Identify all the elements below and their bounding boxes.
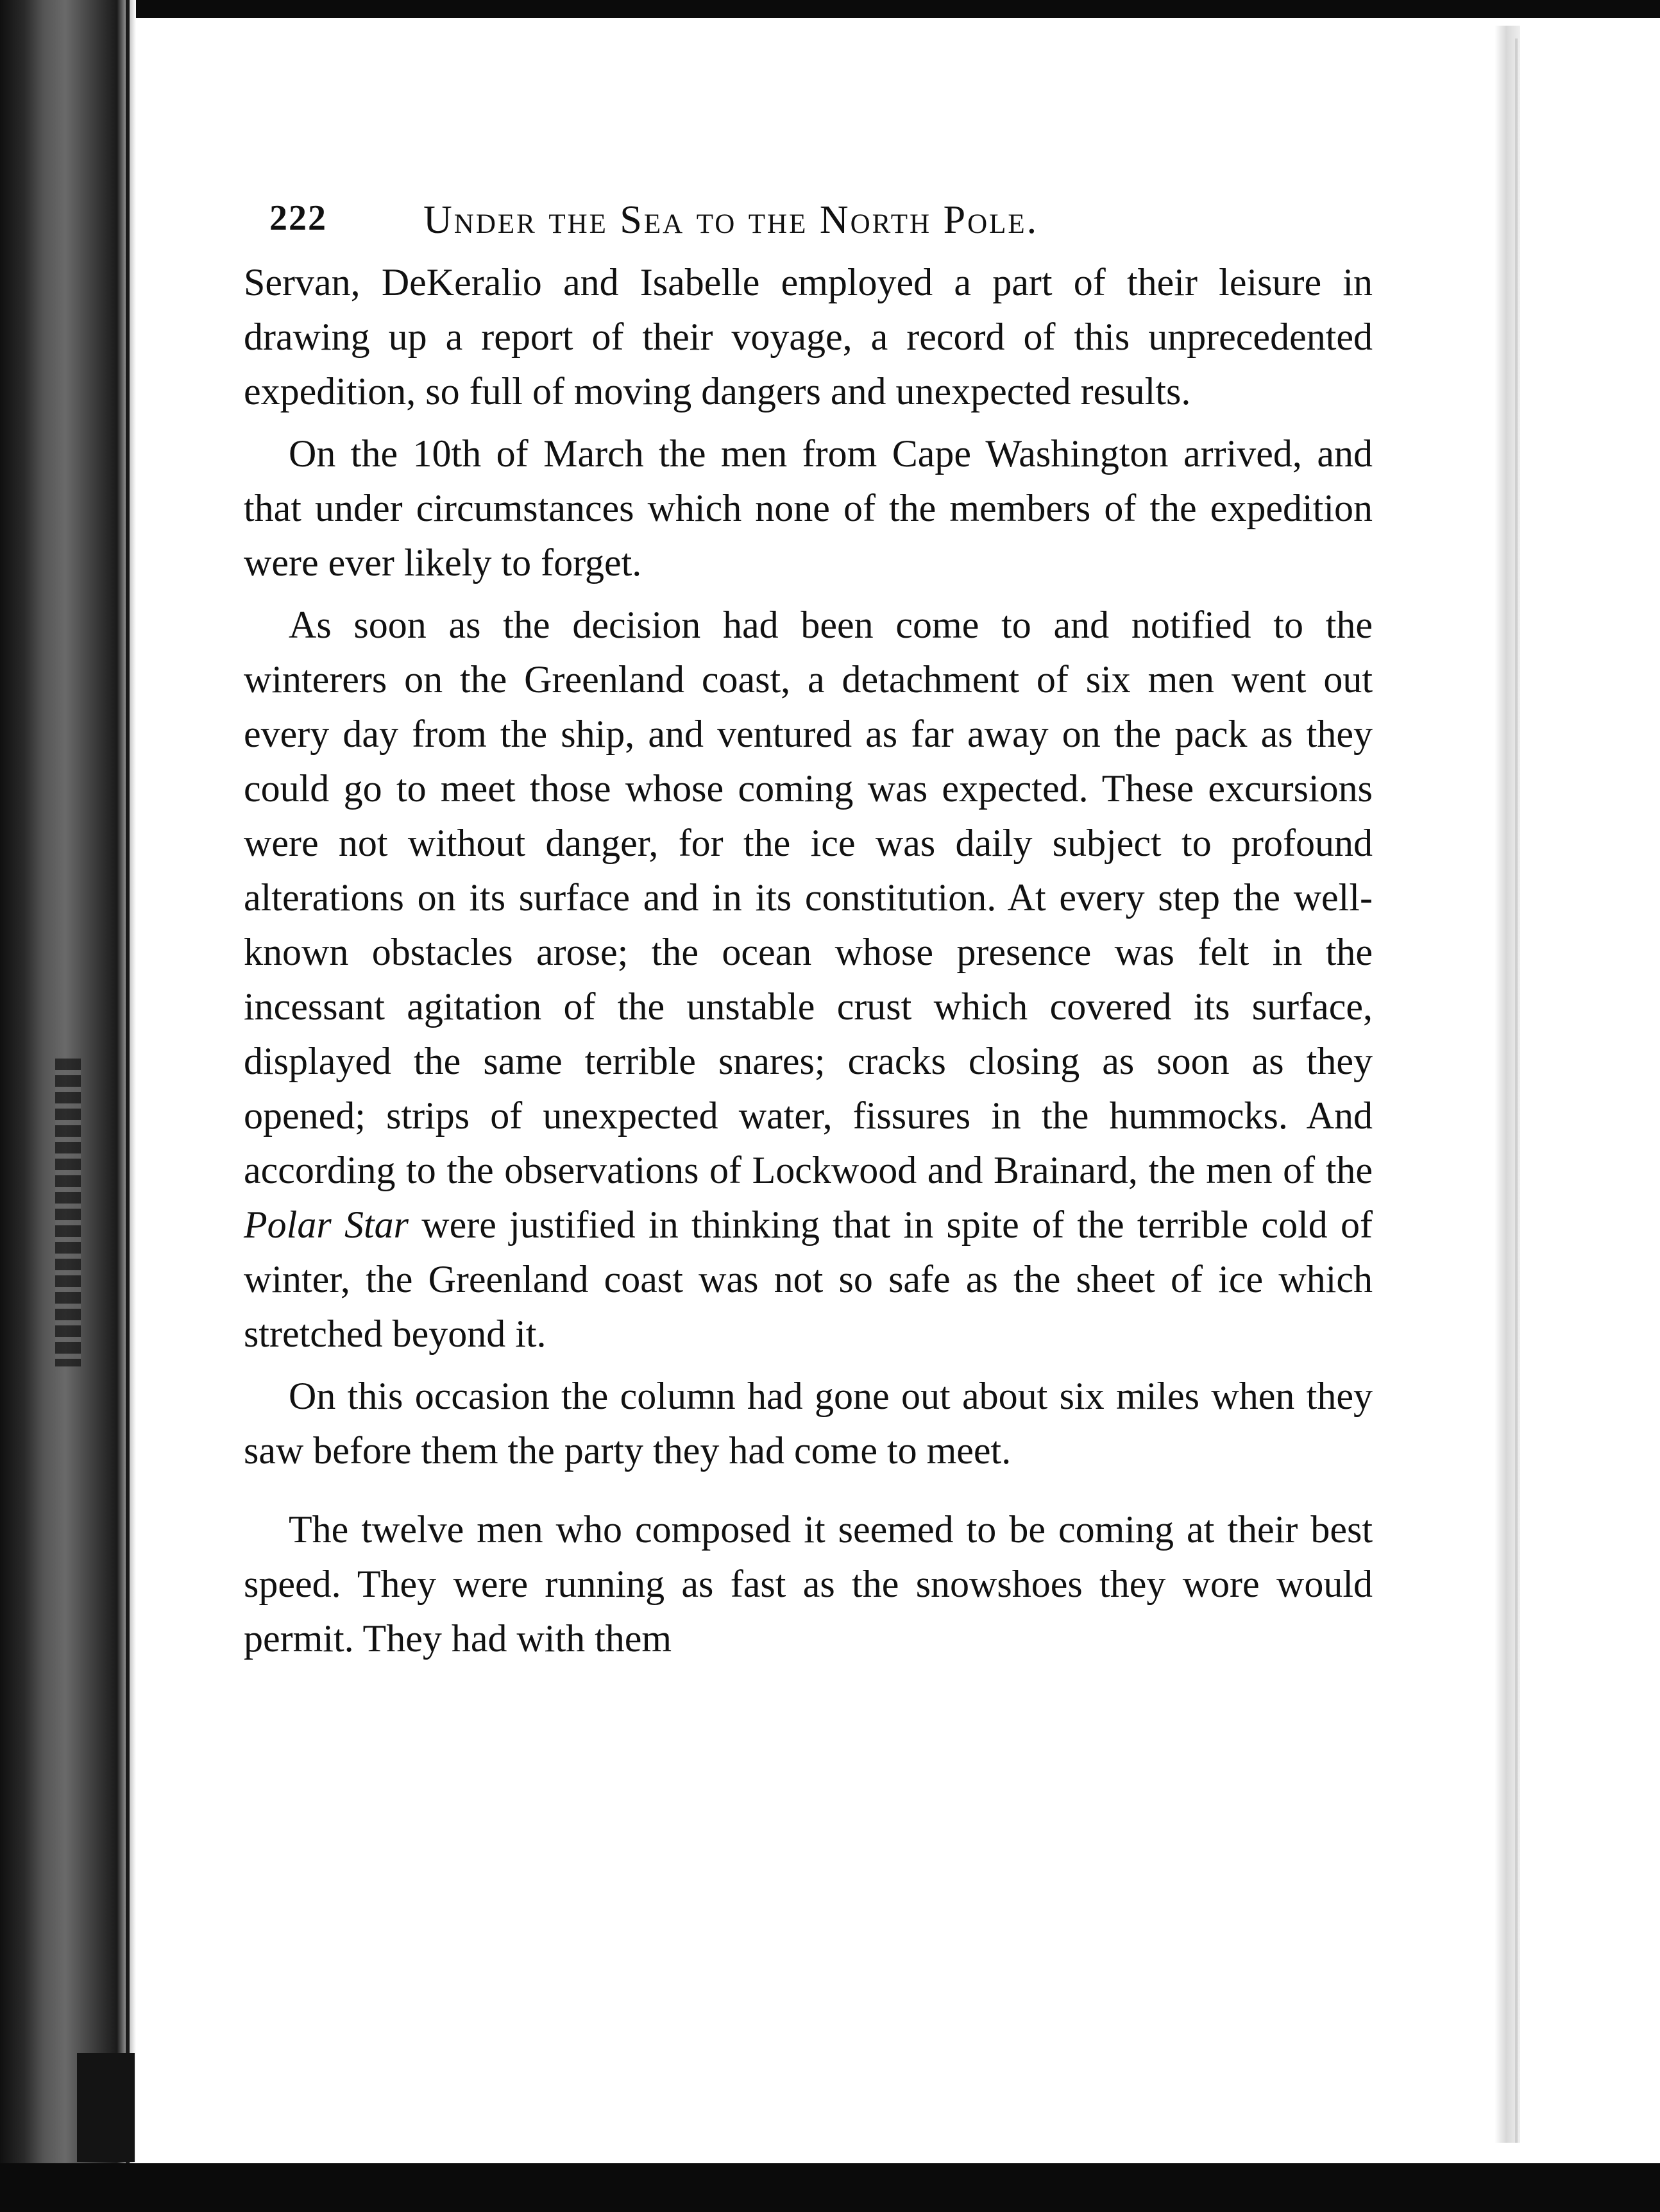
paragraph-1: Servan, DeKeralio and Isabelle employed a part of their leisure in drawing up a report of their voyage, a record of this unprecedented expedition, so full of moving dangers and unexpected results. bbox=[244, 261, 1373, 413]
paragraph-3 bbox=[244, 598, 1373, 1361]
ship-name-italic: Polar Star bbox=[244, 1204, 409, 1246]
page-number: 222 bbox=[269, 198, 327, 238]
spine-edge-line bbox=[126, 0, 130, 2212]
paragraph-4: On this occasion the column had gone out about six miles when they saw before them the party they had come to meet. bbox=[244, 1375, 1373, 1472]
paragraph-3-text-after: were justified in thinking that in spite of the terrible cold of winter, the Greenland coast was not so safe as the sheet of ice which stretched beyond it. bbox=[244, 1204, 1373, 1355]
scan-bottom-border bbox=[0, 2163, 1660, 2212]
running-head bbox=[244, 186, 1373, 250]
running-head-title: Under the Sea to the North Pole. bbox=[423, 198, 1039, 242]
book-page bbox=[244, 186, 1373, 1674]
scan-top-border bbox=[0, 0, 1660, 18]
scan-corner-mark bbox=[77, 2053, 135, 2162]
paragraph-5: The twelve men who composed it seemed to be coming at their best speed. They were running as fast as the snowshoes they wore would permit. They had with them bbox=[244, 1508, 1373, 1660]
spine-label-mark bbox=[55, 1059, 81, 1366]
paragraph-3-text: As soon as the decision had been come to and notified to the winterers on the Greenland coast, a detachment of six men went out every day from the ship, and ventured as far away on the pack as they could go to meet those whose coming was expected. These excursions were not without danger, for the ice was daily subject to profound alterations on its surface and in its constitution. At every step the well-known obstacles arose; the ocean whose presence was felt in the incessant agitation of the unstable crust which covered its surface, displayed the same terrible snares; cracks closing as soon as they opened; strips of unexpected water, fissures in the hummocks. And according to the observations of Lockwood and Brainard, the men of the bbox=[244, 604, 1373, 1191]
page-right-edge-line bbox=[1515, 38, 1518, 2143]
paragraph-2: On the 10th of March the men from Cape Washington arrived, and that under circumstances which none of the members of the expedition were ever likely to forget. bbox=[244, 432, 1373, 584]
